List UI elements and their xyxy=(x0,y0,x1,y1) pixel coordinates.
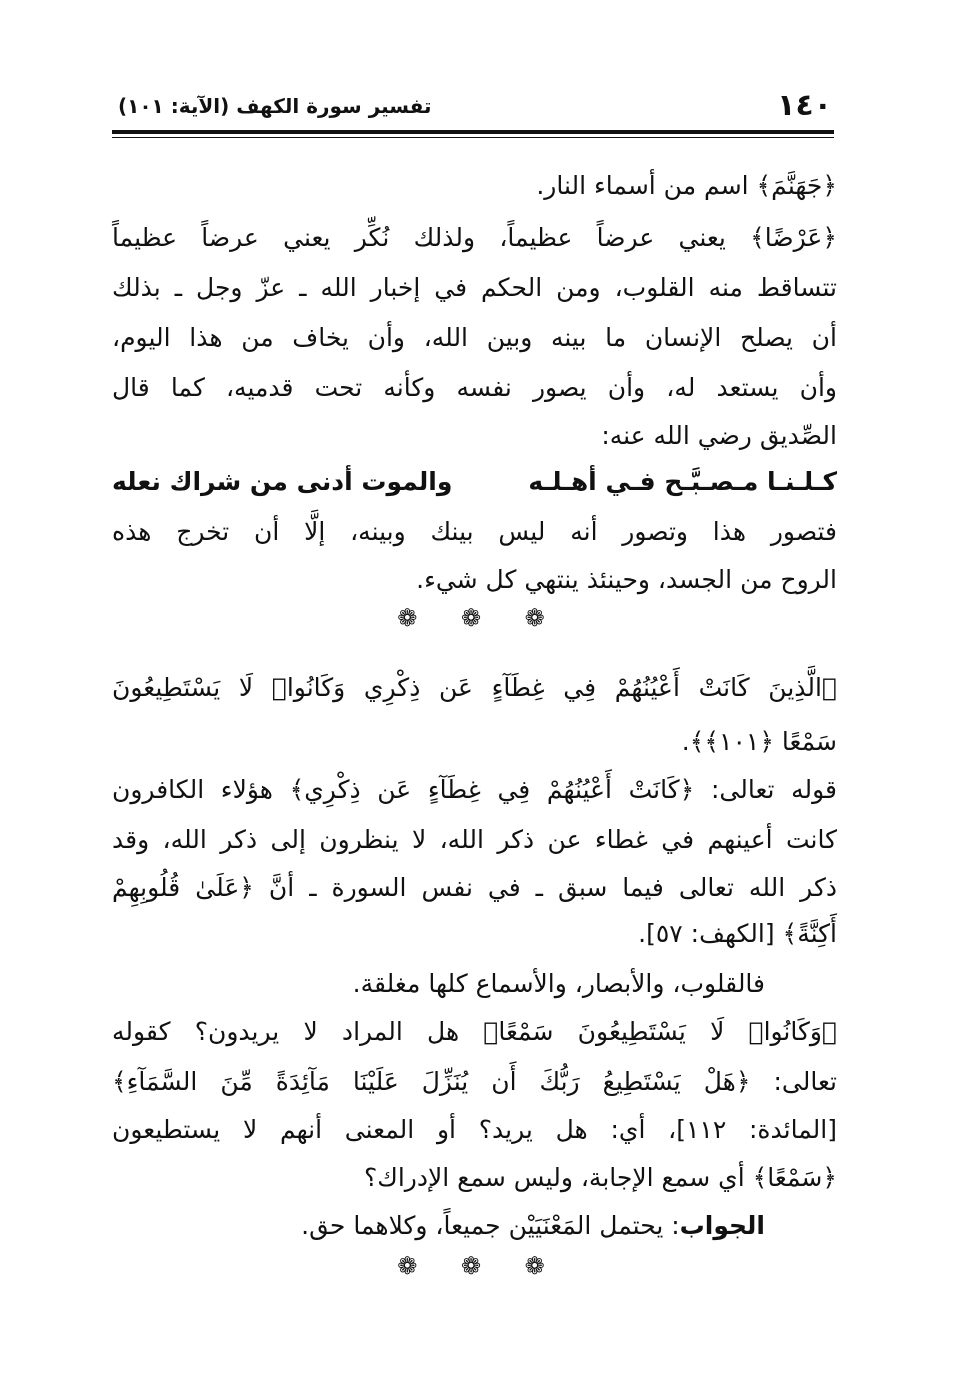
text-line: ﴿سَمْعًا﴾ أي سمع الإجابة، وليس سمع الإدراك؟ xyxy=(363,1163,837,1192)
text-line: أن يصلح الإنسان ما بينه وبين الله، وأن يخاف من هذا اليوم، xyxy=(112,323,837,352)
text-line: [المائدة: ١١٢]، أي: هل يريد؟ أو المعنى أنهم لا يستطيعون xyxy=(112,1115,838,1144)
text-line: فتصور هذا وتصور أنه ليس بينك وبينه، إلَّا أن تخرج هذه xyxy=(112,517,837,546)
text-line: ﴿وَكَانُوا۟ لَا يَسْتَطِيعُونَ سَمْعًا﴾ هل المراد لا يريدون؟ كقوله xyxy=(112,1017,837,1046)
text-line: كانت أعينهم في غطاء عن ذكر الله، لا ينظرون إلى ذكر الله، وقد xyxy=(112,825,837,854)
text-line: ﴿عَرْضًا﴾ يعني عرضاً عظيماً، ولذلك نُكِّر يعني عرضاً عظيماً xyxy=(112,223,837,252)
text-line: ذكر الله تعالى فيما سبق ـ في نفس السورة ـ أنَّ ﴿عَلَىٰ قُلُوبِهِمْ xyxy=(112,873,837,902)
quran-verse-line: ﴿الَّذِينَ كَانَتْ أَعْيُنُهُمْ فِي غِطَآءٍ عَن ذِكْرِي وَكَانُوا۟ لَا يَسْتَطِيعُونَ xyxy=(112,673,837,702)
text-line: تتساقط منه القلوب، ومن الحكم في إخبار الله ـ عزّ وجل ـ بذلك xyxy=(112,273,837,302)
text-line: ﴿جَهَنَّمَ﴾ اسم من أسماء النار. xyxy=(536,171,837,200)
quran-verse-line: سَمْعًا ﴿١٠١﴾﴾. xyxy=(681,727,837,756)
text-line: قوله تعالى: ﴿كَانَتْ أَعْيُنُهُمْ فِي غِطَآءٍ عَن ذِكْرِي﴾ هؤلاء الكافرون xyxy=(112,775,837,804)
poem-first-hemistich: كـلـنـا مـصـبَّـح فـي أهـلـه xyxy=(528,467,837,496)
answer-line xyxy=(301,1206,765,1250)
answer-text: : يحتمل المَعْنَيَيْن جميعاً، وكلاهما حق. xyxy=(301,1211,680,1240)
text-line: أَكِنَّةً﴾ [الكهف: ٥٧]. xyxy=(638,919,837,948)
text-line: الروح من الجسد، وحينئذ ينتهي كل شيء. xyxy=(416,565,837,594)
text-line: الصِّديق رضي الله عنه: xyxy=(601,421,837,450)
running-title: تفسير سورة الكهف (الآية: ١٠١) xyxy=(118,94,432,118)
page-number: ١٤٠ xyxy=(777,88,832,123)
running-header xyxy=(112,88,834,124)
section-divider-ornament: ❁ ❁ ❁ xyxy=(397,1252,563,1280)
text-line: فالقلوب، والأبصار، والأسماع كلها مغلقة. xyxy=(352,969,765,998)
poem-second-hemistich: والموت أدنى من شراك نعله xyxy=(112,467,453,496)
text-line: تعالى: ﴿هَلْ يَسْتَطِيعُ رَبُّكَ أَن يُنَزِّلَ عَلَيْنَا مَآئِدَةً مِّنَ السَّمَآءِ﴾ xyxy=(112,1067,837,1096)
header-rule-thick xyxy=(112,130,834,134)
poem-verse xyxy=(112,462,837,506)
text-line: وأن يستعد له، وأن يصور نفسه وكأنه تحت قدميه، كما قال xyxy=(112,373,837,402)
header-rule-thin xyxy=(112,137,834,138)
section-divider-ornament: ❁ ❁ ❁ xyxy=(397,604,563,632)
answer-label: الجواب xyxy=(679,1211,765,1240)
